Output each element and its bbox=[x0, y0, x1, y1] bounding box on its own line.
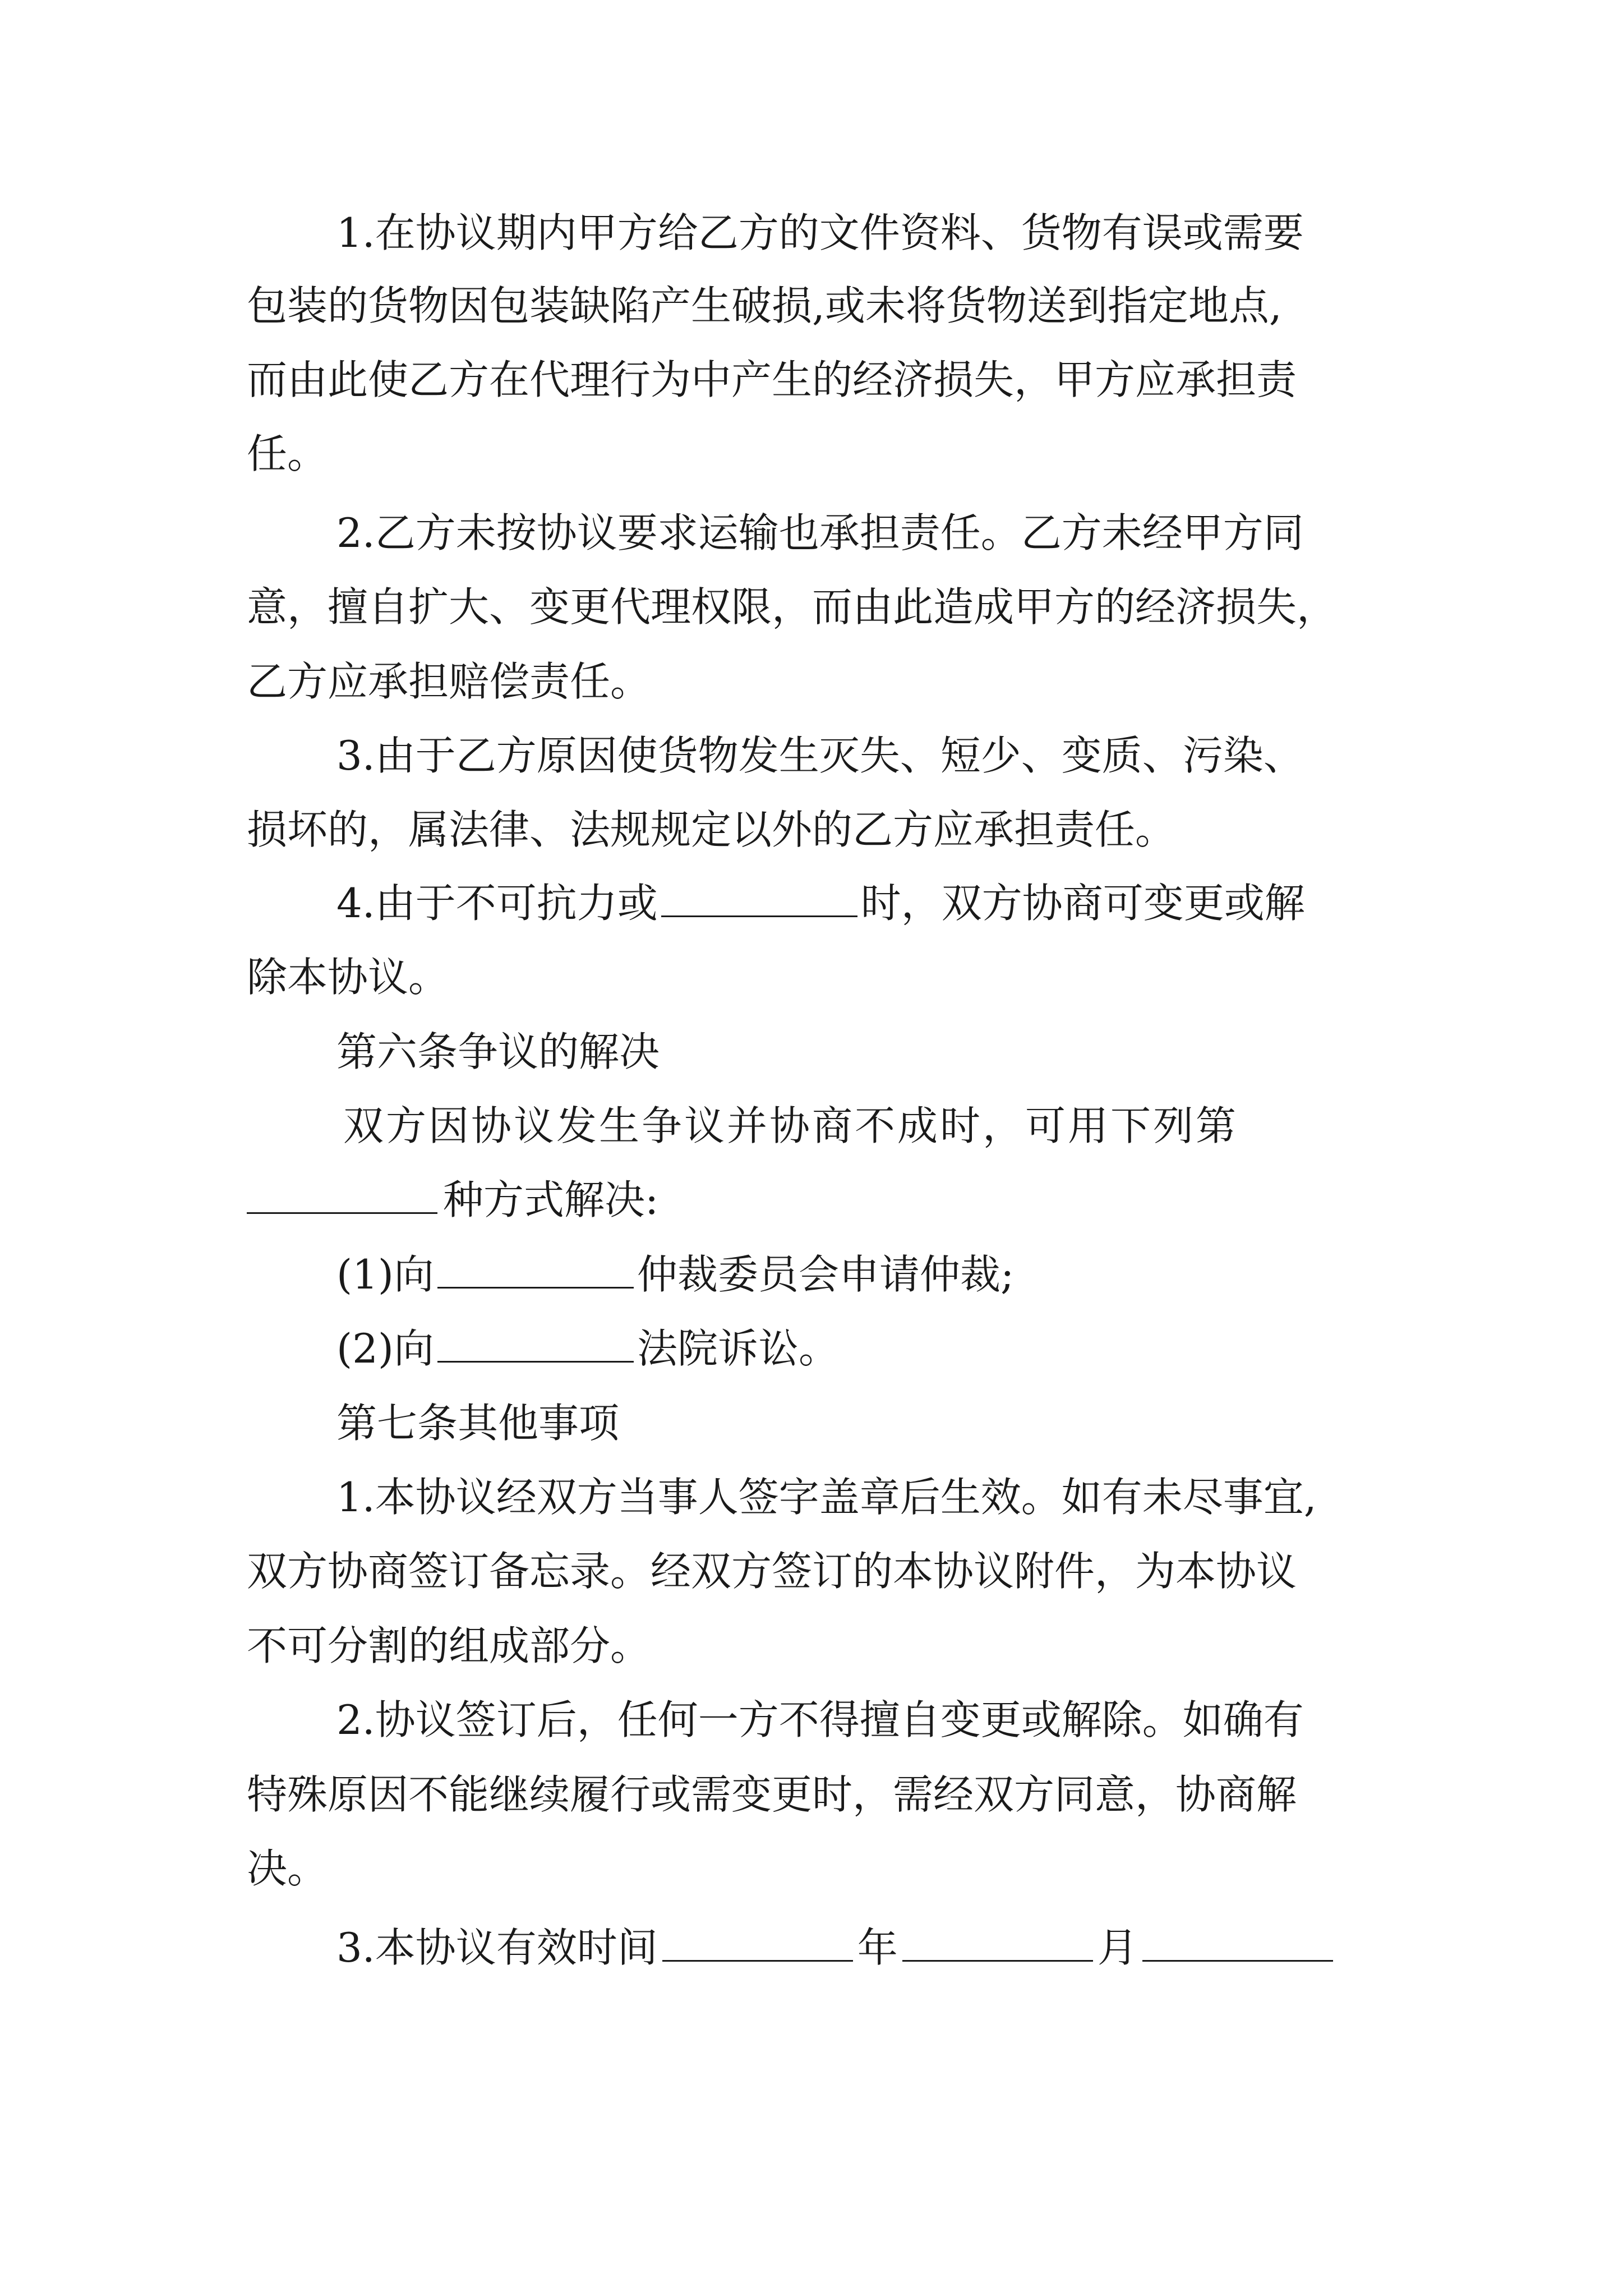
s6-option2 bbox=[336, 1323, 839, 1374]
s7-item2-line2: 特殊原因不能继续履行或需变更时，需经双方同意，协商解 bbox=[247, 1771, 1297, 1818]
s6-option1 bbox=[336, 1249, 1014, 1300]
s7-item3-month-label: 月 bbox=[1097, 1924, 1138, 1971]
s5-item4-line1 bbox=[336, 878, 1305, 928]
fill-blank-arbitration-committee[interactable] bbox=[437, 1250, 634, 1289]
s5-item4-line2: 除本协议。 bbox=[247, 954, 449, 1001]
s7-item3-text-before: 3.本协议有效时间 bbox=[336, 1924, 658, 1971]
s7-heading: 第七条其他事项 bbox=[336, 1400, 620, 1447]
s7-item3-year-label: 年 bbox=[857, 1924, 898, 1971]
s5-item4-text-after: 时，双方协商可变更或解 bbox=[860, 880, 1305, 927]
s5-item2-line2: 意，擅自扩大、变更代理权限，而由此造成甲方的经济损失， bbox=[247, 583, 1338, 631]
s5-item2-line3: 乙方应承担赔偿责任。 bbox=[247, 658, 651, 705]
s6-opt1-text-after: 仲裁委员会申请仲裁; bbox=[637, 1251, 1015, 1298]
s5-item1-line2: 包装的货物因包装缺陷产生破损,或未将货物送到指定地点, bbox=[247, 282, 1282, 329]
fill-blank-year[interactable] bbox=[662, 1923, 853, 1962]
s7-item3-line1 bbox=[336, 1922, 1338, 1973]
s6-opt1-text-before: (1)向 bbox=[336, 1251, 434, 1298]
s6-opt2-text-after: 法院诉讼。 bbox=[637, 1325, 840, 1372]
s7-item2-line1: 2.协议签订后，任何一方不得擅自变更或解除。如确有 bbox=[336, 1696, 1304, 1743]
fill-blank-day[interactable] bbox=[1142, 1923, 1333, 1962]
s7-item1-line1: 1.本协议经双方当事人签字盖章后生效。如有未尽事宜, bbox=[336, 1474, 1317, 1521]
s5-item1-line1: 1.在协议期内甲方给乙方的文件资料、货物有误或需要 bbox=[336, 209, 1304, 256]
fill-blank-court[interactable] bbox=[437, 1324, 634, 1363]
s5-item3-line2: 损坏的，属法律、法规规定以外的乙方应承担责任。 bbox=[247, 806, 1176, 853]
s7-item1-line3: 不可分割的组成部分。 bbox=[247, 1622, 651, 1669]
s6-heading: 第六条争议的解决 bbox=[336, 1028, 660, 1075]
s7-item2-line3: 决。 bbox=[247, 1845, 328, 1892]
s7-item1-line2: 双方协商签订备忘录。经双方签订的本协议附件，为本协议 bbox=[247, 1548, 1297, 1595]
s6-intro-line1: 双方因协议发生争议并协商不成时，可用下列第 bbox=[343, 1102, 1239, 1149]
fill-blank-method-number[interactable] bbox=[247, 1175, 437, 1214]
s6-opt2-text-before: (2)向 bbox=[336, 1325, 434, 1372]
s5-item1-line4: 任。 bbox=[247, 430, 328, 477]
s5-item1-line3: 而由此使乙方在代理行为中产生的经济损失，甲方应承担责 bbox=[247, 356, 1297, 403]
s5-item4-text-before: 4.由于不可抗力或 bbox=[336, 880, 658, 927]
s6-intro-text-after: 种方式解决: bbox=[443, 1176, 659, 1223]
fill-blank-month[interactable] bbox=[902, 1923, 1093, 1962]
fill-blank-force-majeure[interactable] bbox=[661, 878, 857, 917]
s6-intro-line2 bbox=[247, 1175, 658, 1225]
s5-item2-line1: 2.乙方未按协议要求运输也承担责任。乙方未经甲方同 bbox=[336, 509, 1304, 556]
s5-item3-line1: 3.由于乙方原因使货物发生灭失、短少、变质、污染、 bbox=[336, 732, 1304, 779]
